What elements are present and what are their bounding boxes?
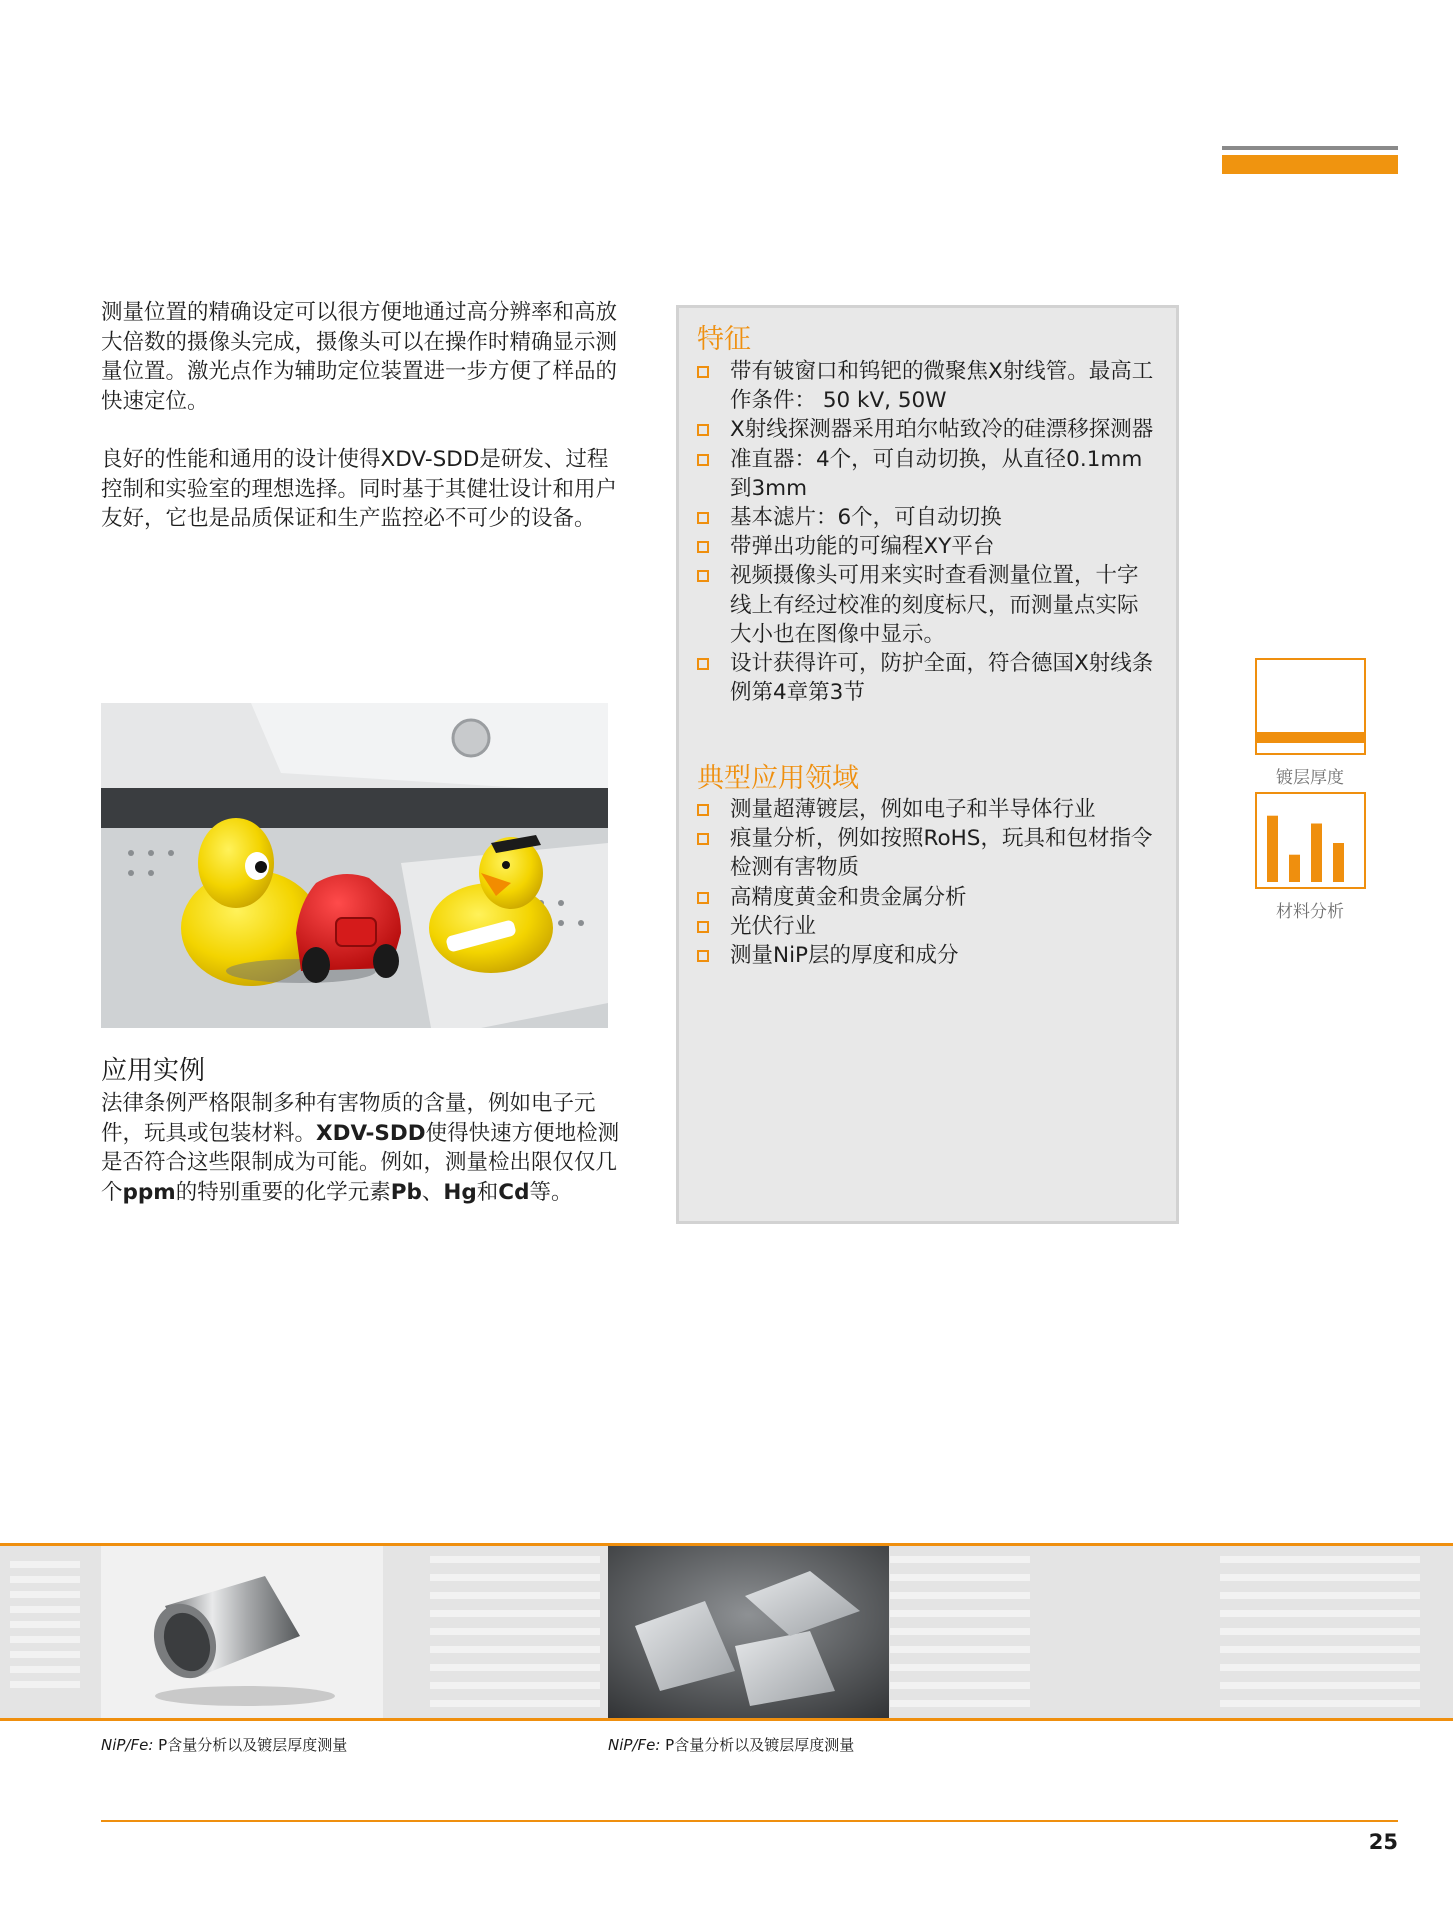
icon-bar: [1289, 855, 1300, 882]
checkbox-bullet-icon: [697, 833, 709, 845]
intro-paragraph-1: 测量位置的精确设定可以很方便地通过高分辨率和高放大倍数的摄像头完成，摄像头可以在操作时精确显示测量位置。激光点作为辅助定位装置进一步方便了样品的快速定位。: [101, 300, 618, 414]
footer-line: [101, 1820, 1398, 1822]
list-item: 基本滤片：6个，可自动切换: [697, 503, 1159, 532]
header-orange-bar: [1222, 155, 1398, 174]
icon-bar: [1267, 816, 1278, 882]
material-analysis-label: 材料分析: [1276, 902, 1344, 922]
sample-photo-strip: [0, 1546, 1453, 1718]
list-item: X射线探测器采用珀尔帖致冷的硅漂移探测器: [697, 415, 1159, 444]
page-number: 25: [1368, 1830, 1398, 1854]
checkbox-bullet-icon: [697, 892, 709, 904]
list-item: 测量超薄镀层，例如电子和半导体行业: [697, 795, 1173, 824]
checkbox-bullet-icon: [697, 921, 709, 933]
photo-caption-1: NiP/Fe: P含量分析以及镀层厚度测量: [101, 1736, 348, 1754]
header-grey-bar: [1222, 146, 1398, 150]
checkbox-bullet-icon: [697, 570, 709, 582]
application-fields-title: 典型应用领域: [697, 763, 859, 794]
application-fields-list: [697, 795, 1173, 970]
list-item: 光伏行业: [697, 912, 1173, 941]
features-list: [697, 357, 1159, 707]
list-item: 测量NiP层的厚度和成分: [697, 941, 1173, 970]
list-item: 痕量分析，例如按照RoHS，玩具和包材指令检测有害物质: [697, 824, 1173, 882]
intro-paragraph-2: 良好的性能和通用的设计使得XDV-SDD是研发、过程控制和实验室的理想选择。同时基于其健壮设计和用户友好，它也是品质保证和生产监控必不可少的设备。: [101, 447, 618, 531]
checkbox-bullet-icon: [697, 950, 709, 962]
list-item: 设计获得许可，防护全面，符合德国X射线条例第4章第3节: [697, 649, 1159, 707]
application-example-title: 应用实例: [101, 1056, 206, 1086]
icon-bar: [1311, 824, 1322, 883]
photo-caption-2: NiP/Fe: P含量分析以及镀层厚度测量: [608, 1736, 855, 1754]
checkbox-bullet-icon: [697, 658, 709, 670]
list-item: 带有铍窗口和钨钯的微聚焦X射线管。最高工作条件： 50 kV, 50W: [697, 357, 1159, 415]
checkbox-bullet-icon: [697, 454, 709, 466]
list-item: 带弹出功能的可编程XY平台: [697, 532, 1159, 561]
checkbox-bullet-icon: [697, 541, 709, 553]
checkbox-bullet-icon: [697, 366, 709, 378]
features-title: 特征: [697, 324, 751, 355]
list-item: 准直器：4个，可自动切换，从直径0.1mm到3mm: [697, 445, 1159, 503]
application-example-text: 法律条例严格限制多种有害物质的含量，例如电子元件，玩具或包装材料。XDV-SDD使得快速方便地检测是否符合这些限制成为可能。例如，测量检出限仅仅几个ppm的特别重要的化学元素Pb、Hg和Cd等。: [101, 1091, 620, 1205]
strip-graphics: [0, 1546, 1453, 1718]
material-analysis-icon: [1255, 792, 1366, 889]
coating-thickness-label: 镀层厚度: [1276, 768, 1344, 788]
toys-illustration: [101, 703, 608, 1028]
checkbox-bullet-icon: [697, 512, 709, 524]
checkbox-bullet-icon: [697, 424, 709, 436]
coating-thickness-icon: [1255, 658, 1366, 755]
icon-bar: [1333, 843, 1344, 882]
list-item: 视频摄像头可用来实时查看测量位置，十字线上有经过校准的刻度标尺，而测量点实际大小也在图像中显示。: [697, 561, 1159, 649]
checkbox-bullet-icon: [697, 804, 709, 816]
sample-stage-photo: [101, 703, 608, 1028]
bar-chart-icon: [1257, 794, 1364, 887]
list-item: 高精度黄金和贵金属分析: [697, 883, 1173, 912]
strip-bottom-line: [0, 1718, 1453, 1721]
